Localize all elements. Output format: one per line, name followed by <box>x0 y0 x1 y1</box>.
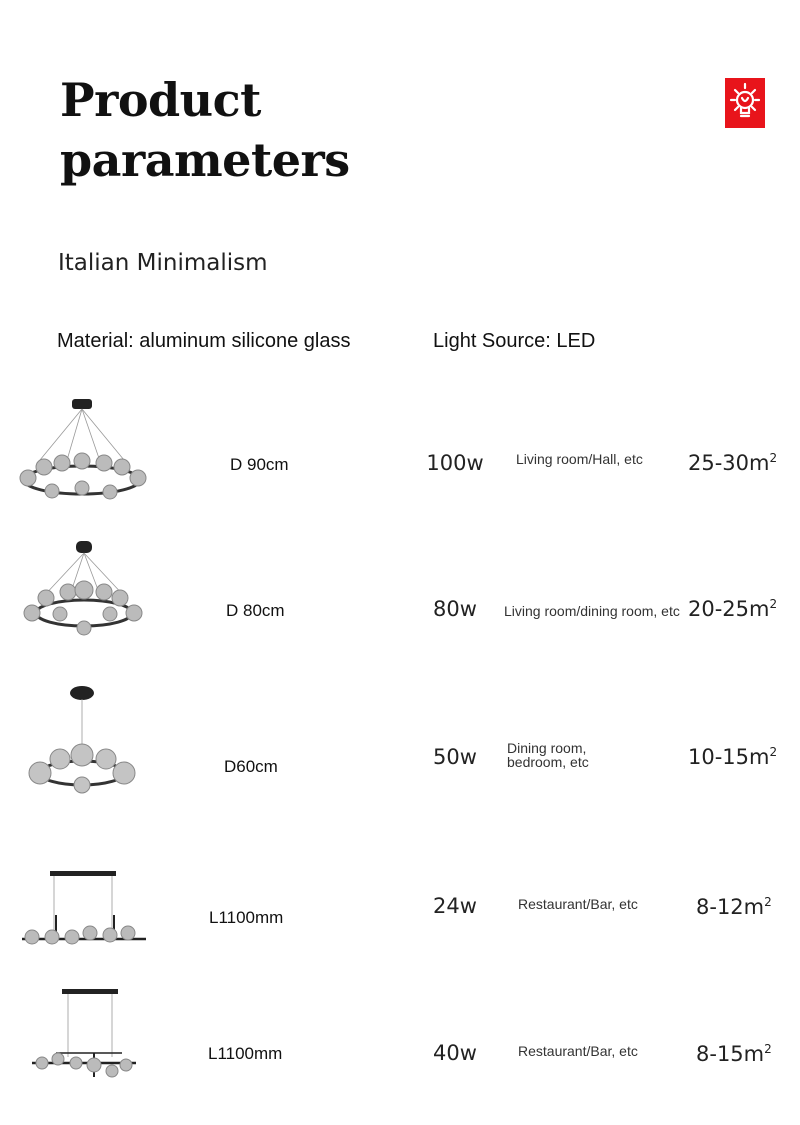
product-room: Living room/Hall, etc <box>516 451 643 467</box>
room-line-2: bedroom, etc <box>507 754 589 770</box>
area-value: 20-25m <box>688 597 770 621</box>
page-title <box>60 70 350 190</box>
product-power: 80w <box>433 597 477 621</box>
title-line-1: Product <box>60 73 261 127</box>
linear-pendant-icon <box>10 865 170 995</box>
product-size: D 90cm <box>230 455 289 474</box>
product-room: Living room/dining room, etc <box>504 603 680 619</box>
product-power: 50w <box>433 745 477 769</box>
product-row <box>0 683 800 823</box>
area-unit: 2 <box>769 451 778 465</box>
light-source-spec: Light Source: LED <box>433 330 596 352</box>
room-line-1: Dining room, <box>507 740 587 756</box>
product-size: D60cm <box>224 757 278 776</box>
linear-pendant-icon <box>10 985 170 1115</box>
material-spec: Material: aluminum silicone glass <box>57 330 351 352</box>
product-power: 100w <box>426 451 484 475</box>
product-row <box>0 395 800 535</box>
product-area <box>696 895 791 919</box>
product-size: L1100mm <box>208 1044 283 1063</box>
ring-chandelier-small-icon <box>10 683 170 813</box>
product-size: L1100mm <box>209 908 284 927</box>
product-row <box>0 985 800 1125</box>
ring-chandelier-medium-icon <box>10 540 170 670</box>
product-area <box>688 745 783 769</box>
area-unit: 2 <box>769 745 778 759</box>
area-unit: 2 <box>764 1042 772 1056</box>
subtitle: Italian Minimalism <box>58 250 268 276</box>
area-value: 8-12m <box>696 895 765 919</box>
product-area <box>688 451 783 475</box>
product-size: D 80cm <box>226 601 285 620</box>
area-value: 25-30m <box>688 451 770 475</box>
product-room: Restaurant/Bar, etc <box>518 896 638 912</box>
product-room: Restaurant/Bar, etc <box>518 1043 638 1059</box>
title-line-2: parameters <box>60 133 350 187</box>
product-power: 40w <box>433 1041 477 1065</box>
product-row <box>0 865 800 1005</box>
area-value: 8-15m <box>696 1042 765 1066</box>
area-value: 10-15m <box>688 745 770 769</box>
ring-chandelier-large-icon <box>10 395 170 525</box>
area-unit: 2 <box>764 895 772 909</box>
lightbulb-icon <box>725 78 765 128</box>
product-power: 24w <box>433 894 477 918</box>
area-unit: 2 <box>769 597 778 611</box>
product-area <box>696 1042 791 1066</box>
product-area <box>688 597 783 621</box>
product-row <box>0 540 800 680</box>
product-room <box>507 741 589 769</box>
